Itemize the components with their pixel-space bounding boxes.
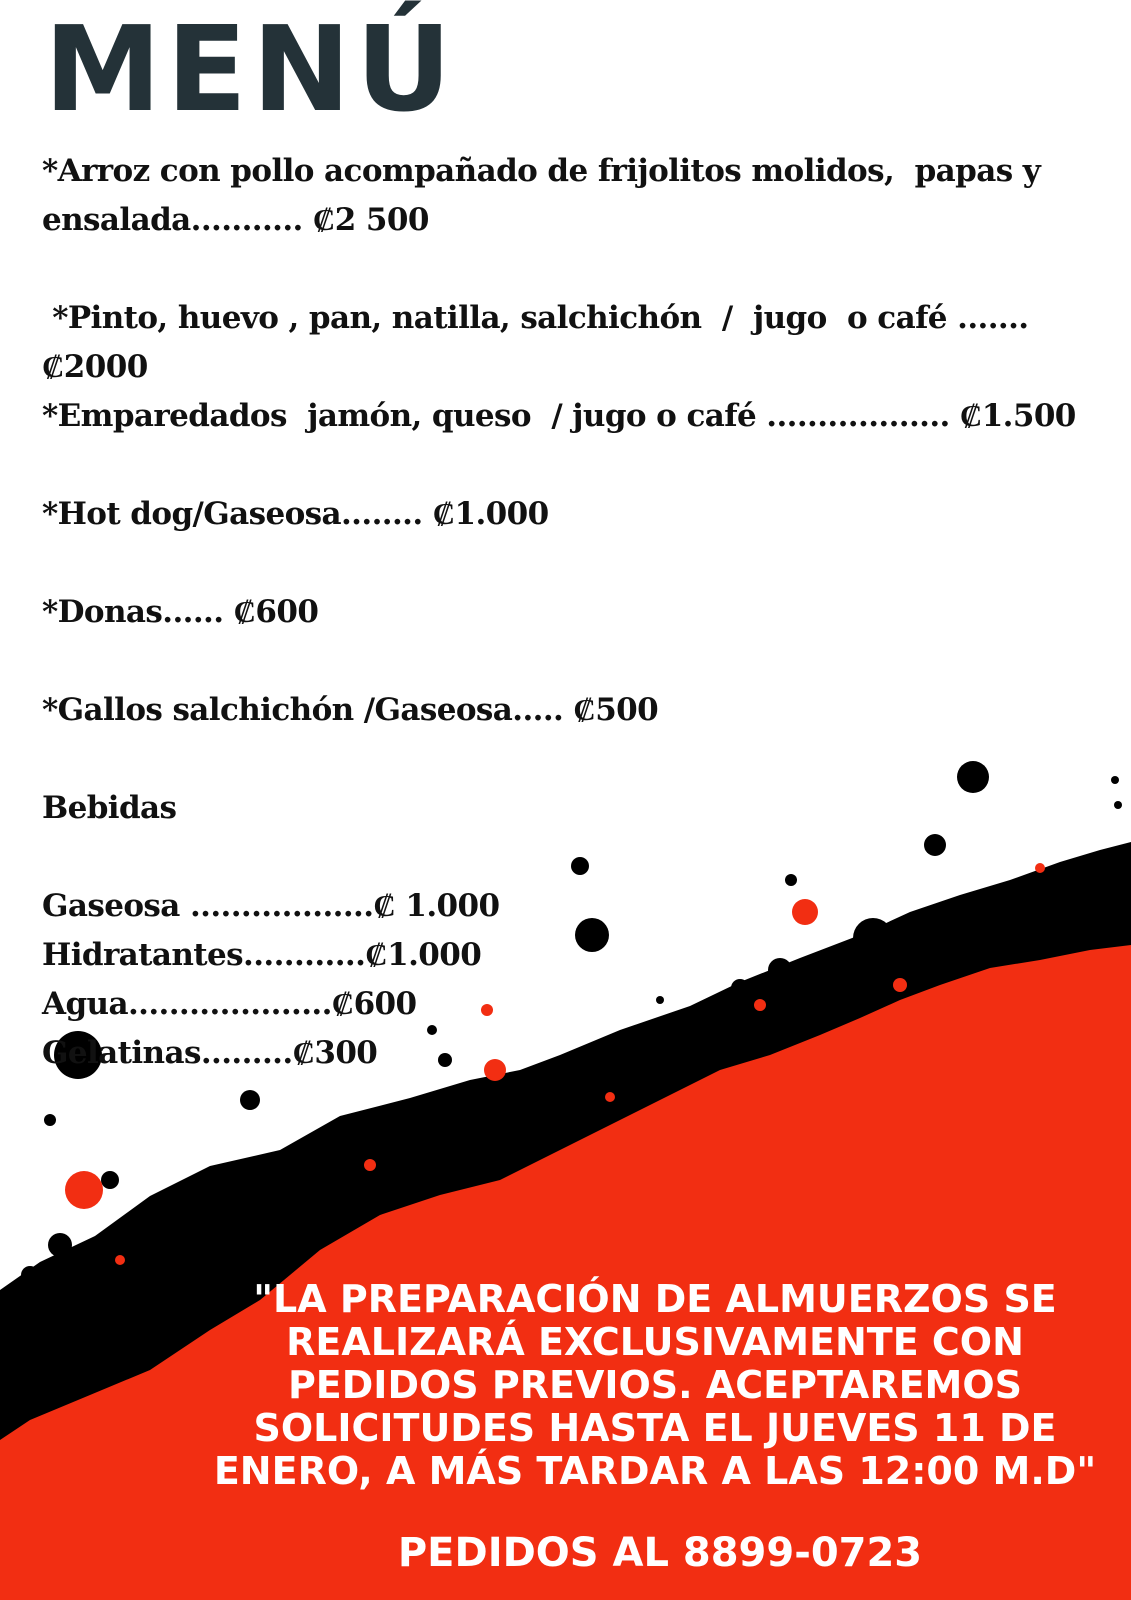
preorder-notice: "LA PREPARACIÓN DE ALMUERZOS SE REALIZARÁ EXCLUSIVAMENTE CON PEDIDOS PREVIOS. ACEPTAREMOS SOLICITUDES HASTA EL JUEVES 11 DE ENERO, A MÁS TARDAR A LAS 12:00 M.D" (213, 1277, 1097, 1493)
drinks-heading: Bebidas (42, 790, 177, 826)
drink-agua: Agua....................₡600 (42, 986, 417, 1022)
drink-gaseosa: Gaseosa ..................₡ 1.000 (42, 888, 500, 924)
drink-gelatinas: Gelatinas.........₡300 (42, 1035, 378, 1071)
menu-item-donas: *Donas...... ₡600 (42, 594, 319, 630)
drink-hidratantes: Hidratantes............₡1.000 (42, 937, 482, 973)
menu-title: MENÚ (44, 0, 457, 138)
menu-item-emparedados: *Emparedados jamón, queso / jugo o café .................. ₡1.500 (42, 398, 1076, 434)
menu-item-hot-dog: *Hot dog/Gaseosa........ ₡1.000 (42, 496, 549, 532)
menu-item-pinto: *Pinto, huevo , pan, natilla, salchichón / jugo o café .......₡2000 (42, 300, 1029, 385)
phone-orders: PEDIDOS AL 8899-0723 (397, 1530, 923, 1576)
menu-item-arroz-con-pollo: *Arroz con pollo acompañado de frijolitos molidos, papas y ensalada........... ₡2 500 (42, 153, 1041, 238)
menu-item-gallos: *Gallos salchichón /Gaseosa..... ₡500 (42, 692, 659, 728)
